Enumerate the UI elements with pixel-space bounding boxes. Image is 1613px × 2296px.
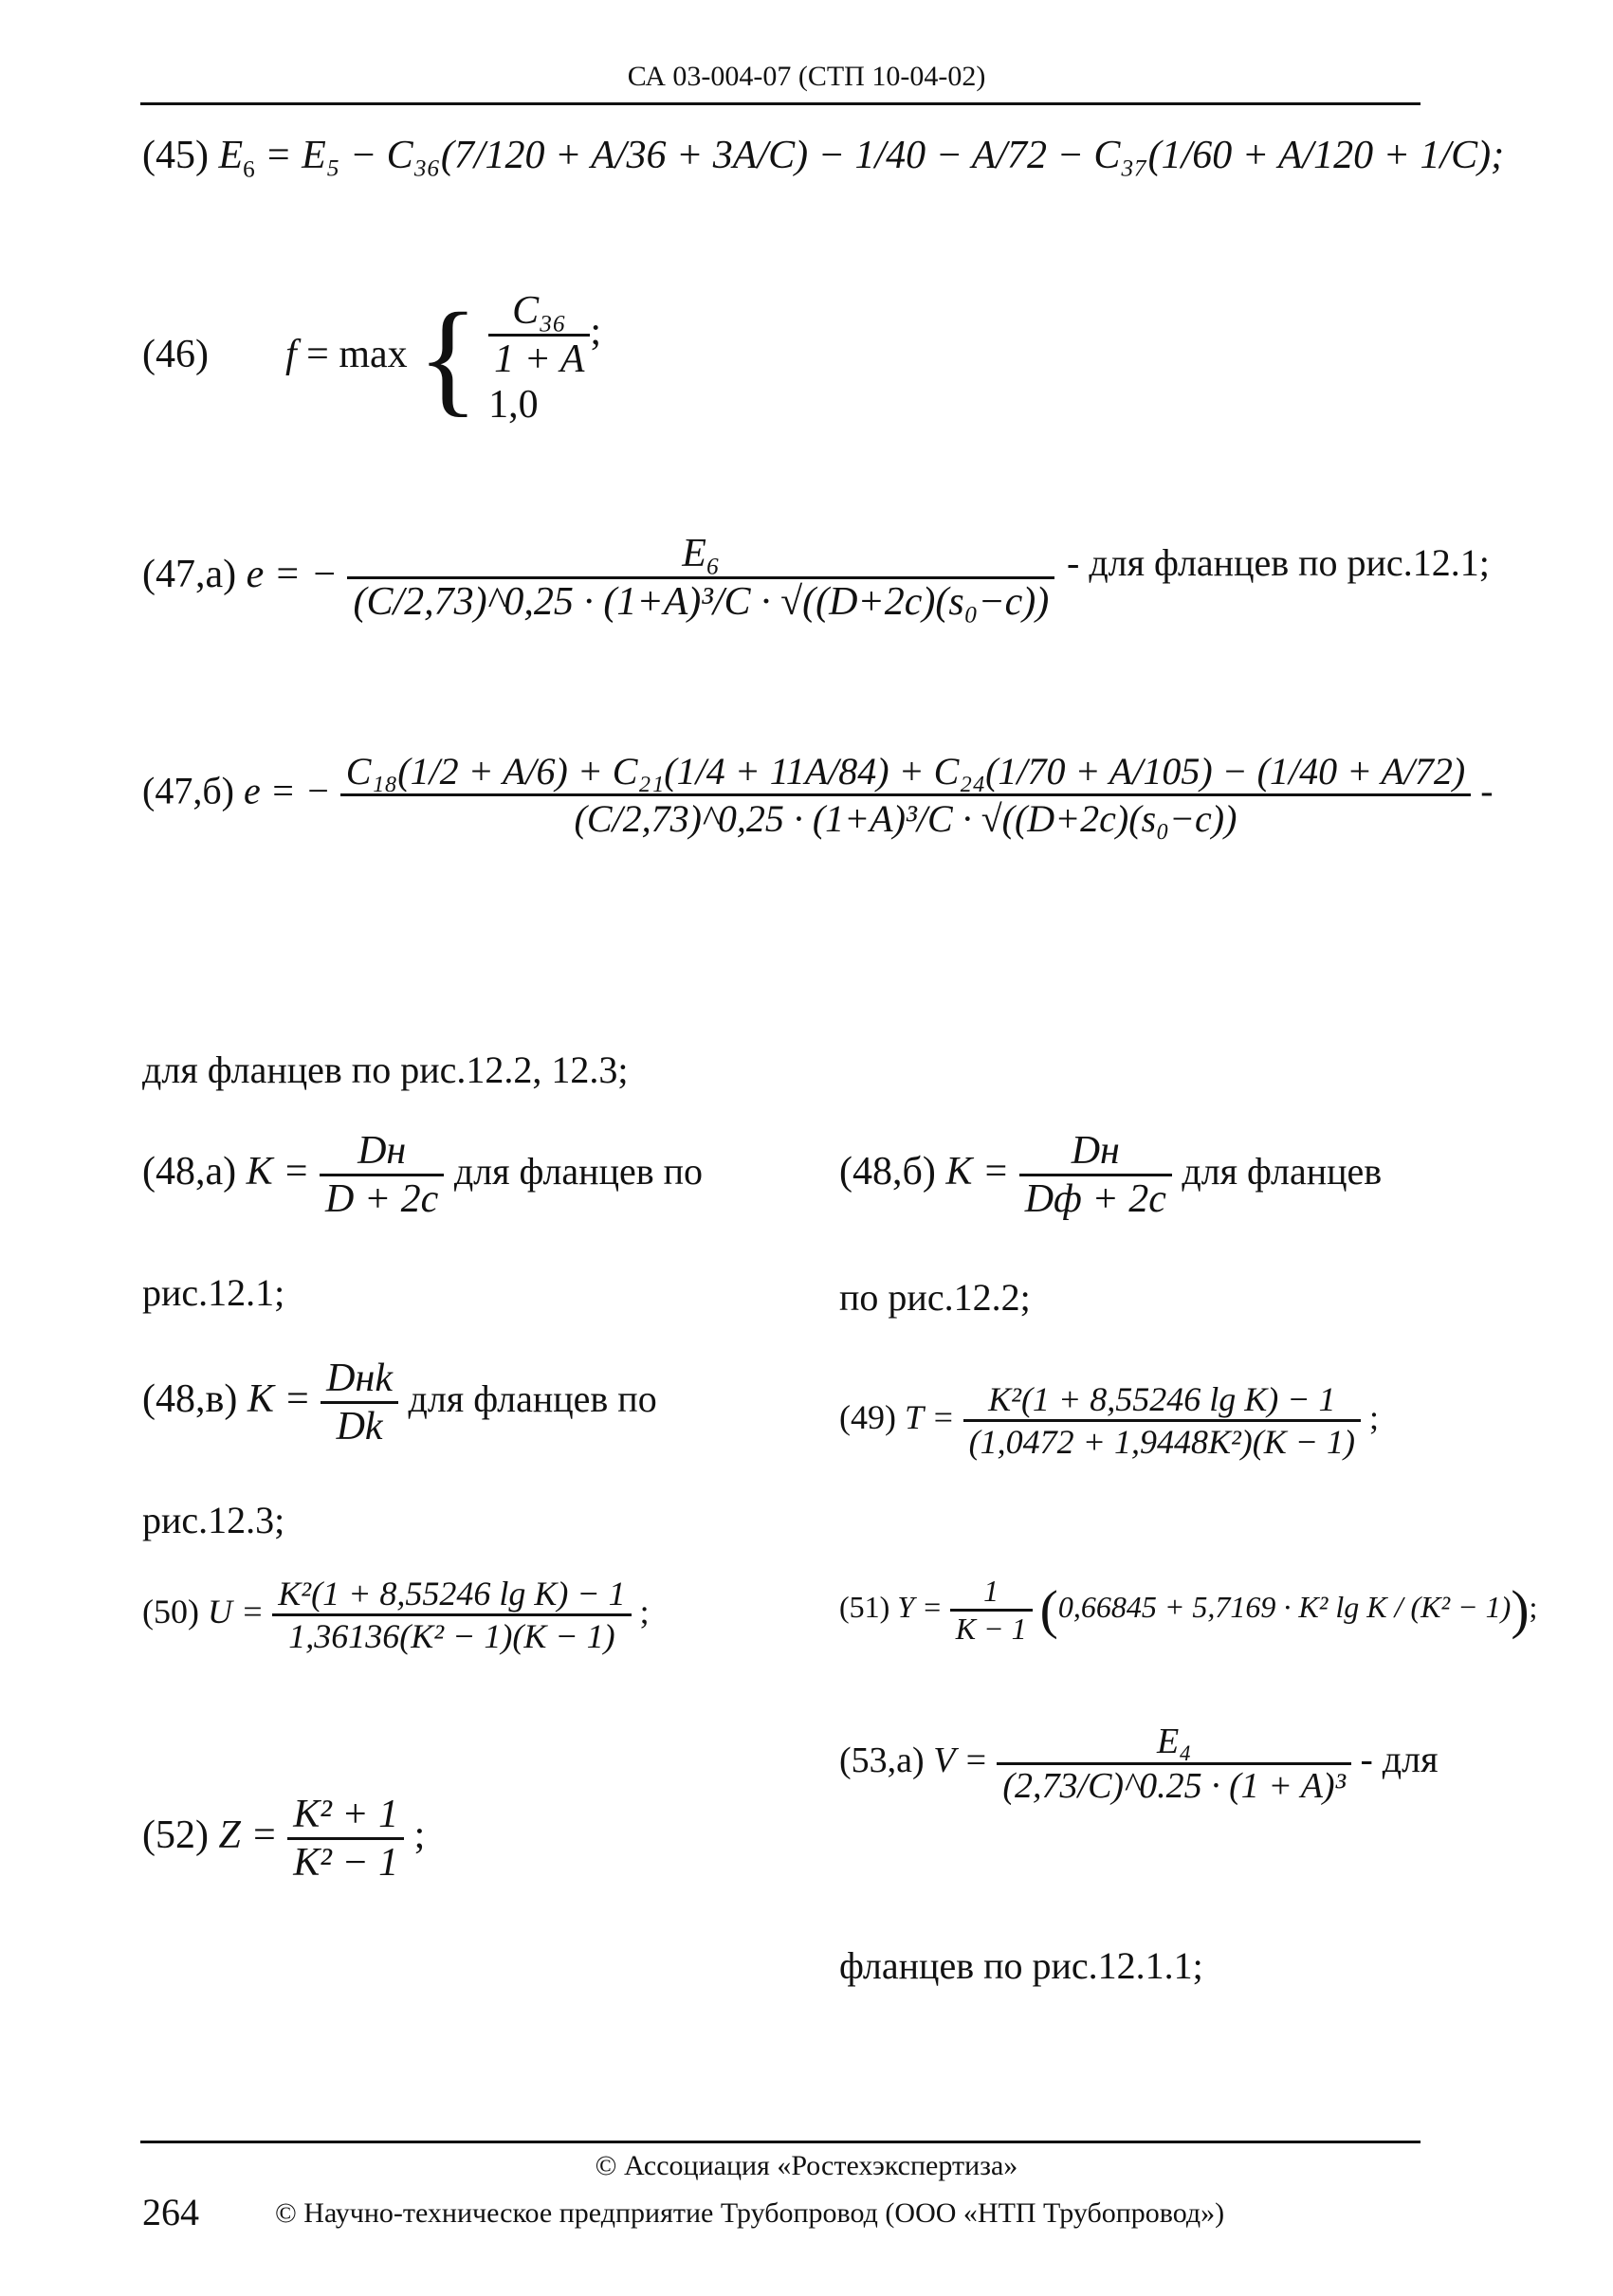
eq48a-lhs: K = bbox=[246, 1150, 310, 1194]
eq48c-label: (48,в) bbox=[142, 1377, 238, 1422]
eq47b-note: для фланцев по рис.12.2, 12.3; bbox=[142, 1048, 629, 1091]
eq48b-label: (48,б) bbox=[839, 1150, 936, 1194]
footer-line-2: © Научно-техническое предприятие Трубопровод (ООО «НТП Трубопровод») bbox=[275, 2197, 1225, 2229]
eq53a-lhs: V = bbox=[933, 1740, 988, 1781]
eq47b-lhs: e = − bbox=[244, 769, 331, 812]
equation-52 bbox=[142, 1792, 425, 1886]
eq46-label: (46) bbox=[142, 333, 209, 377]
eq53a-label: (53,а) bbox=[839, 1740, 925, 1781]
equation-46: (46) f = max { $\frac{\text{C₃₆}}{1 + A}$ ; 1,0 bbox=[142, 287, 602, 428]
equation-45 bbox=[142, 133, 1504, 183]
equation-48c bbox=[142, 1356, 657, 1449]
eq50-sep: ; bbox=[639, 1592, 650, 1631]
eq48c-fraction: $\frac{\text{Dнk}}{Dk}$ bbox=[321, 1356, 398, 1449]
eq48b-note1: для фланцев bbox=[1182, 1150, 1383, 1194]
eq53a-fraction: $\frac{\text{E₄}}{\text{(2,73/C)\textasciicircum{}0.25 · (1 + A)³}}$ bbox=[997, 1721, 1351, 1807]
footer-rule bbox=[140, 2141, 1421, 2143]
eq47a-fraction: $\frac{\text{E₆}}{\text{(C/2,73)\textasciicircum{}0,25 · (1+A)³/C · √((D+2c)(s₀−c))}}$ bbox=[347, 531, 1054, 625]
eq45-lhs-sub: 6 bbox=[243, 156, 255, 183]
eq52-lhs: Z = bbox=[218, 1813, 278, 1858]
eq48a-label: (48,а) bbox=[142, 1150, 237, 1194]
eq48a-note2: рис.12.1; bbox=[142, 1271, 285, 1314]
equation-47b bbox=[142, 749, 1494, 841]
eq45-lhs: E bbox=[218, 134, 244, 177]
equation-51: (51) Y = $\frac{1}{K - 1}$ (0,66845 + 5,7169 · K² lg K / (K² − 1)); bbox=[839, 1574, 1538, 1646]
equation-53a bbox=[839, 1721, 1439, 1807]
eq53a-note1: - для bbox=[1360, 1738, 1439, 1781]
eq46-case2: 1,0 bbox=[488, 383, 539, 427]
footer-line-1: © Ассоциация «Ростехэкспертиза» bbox=[595, 2150, 1018, 2181]
eq47a-lhs: e = − bbox=[246, 553, 338, 597]
eq51-label: (51) bbox=[839, 1589, 890, 1624]
equation-47a bbox=[142, 531, 1054, 625]
eq49-label: (49) bbox=[839, 1397, 896, 1436]
eq50-label: (50) bbox=[142, 1592, 199, 1631]
eq51-paren: 0,66845 + 5,7169 · K² lg K / (K² − 1) bbox=[1057, 1589, 1512, 1624]
equation-50 bbox=[142, 1574, 650, 1656]
page-number: 264 bbox=[142, 2191, 199, 2233]
eq47b-label: (47,б) bbox=[142, 769, 234, 812]
header-rule bbox=[140, 102, 1421, 105]
equation-49 bbox=[839, 1379, 1379, 1462]
eq51-lhs: Y = bbox=[897, 1589, 943, 1624]
document-code: СА 03-004-07 (СТП 10-04-02) bbox=[627, 61, 986, 92]
eq51-sep: ; bbox=[1529, 1589, 1538, 1624]
equation-48a bbox=[142, 1128, 703, 1222]
eq48c-note2: рис.12.3; bbox=[142, 1499, 285, 1541]
eq45-rhs: = E₅ − C₃₆(7/120 + A/36 + 3A/C) − 1/40 − A/72 − C₃₇(1/60 + A/120 + 1/C); bbox=[265, 134, 1505, 177]
eq48a-note1: для фланцев по bbox=[453, 1150, 704, 1194]
eq50-fraction: $\frac{\text{K²(1 + 8,55246 lg K) − 1}}{\text{1,36136(K² − 1)(K − 1)}}$ bbox=[272, 1574, 631, 1656]
eq52-sep: ; bbox=[413, 1813, 426, 1858]
eq47b-fraction: C₁₈(1/2 + A/6) + C₂₁(1/4 + 11A/84) + C₂₄(1/70 + A/105) − (1/40 + A/72) (C/2,73)^0,25 · (1+A)³/C · √((D+2c)(s₀−c)) bbox=[340, 749, 1472, 841]
eq48b-lhs: K = bbox=[945, 1150, 1010, 1194]
eq45-label: (45) bbox=[142, 134, 209, 177]
eq48c-note1: для фланцев по bbox=[408, 1377, 657, 1421]
eq46-lhs: f bbox=[284, 333, 297, 377]
eq48b-note2: по рис.12.2; bbox=[839, 1276, 1031, 1319]
eq52-label: (52) bbox=[142, 1813, 209, 1858]
eq48a-fraction: $\frac{Dн}{D + 2c}$ bbox=[320, 1128, 444, 1222]
eq47a-note: - для фланцев по рис.12.1; bbox=[1067, 541, 1490, 584]
eq46-case1: $\frac{\text{C₃₆}}{1 + A}$ bbox=[488, 288, 590, 382]
eq47b-dash: - bbox=[1480, 769, 1494, 812]
eq50-lhs: U = bbox=[207, 1592, 265, 1631]
equation-48b bbox=[839, 1128, 1382, 1222]
eq49-lhs: T = bbox=[904, 1397, 955, 1436]
eq51-fraction: $\frac{1}{K - 1}$ bbox=[950, 1574, 1033, 1647]
eq49-fraction: $\frac{\text{K²(1 + 8,55246 lg K) − 1}}{\text{(1,0472 + 1,9448K²)(K − 1)}}$ bbox=[963, 1379, 1361, 1462]
eq52-fraction: $\frac{\text{K² + 1}}{\text{K² − 1}}$ bbox=[287, 1792, 404, 1886]
eq47a-label: (47,а) bbox=[142, 553, 237, 597]
eq48c-lhs: K = bbox=[247, 1377, 311, 1422]
eq53a-note2: фланцев по рис.12.1.1; bbox=[839, 1944, 1203, 1987]
eq48b-fraction: $\frac{Dн}{Dф + 2c}$ bbox=[1019, 1128, 1172, 1222]
eq49-sep: ; bbox=[1369, 1397, 1380, 1436]
eq46-func: = max bbox=[306, 333, 408, 377]
